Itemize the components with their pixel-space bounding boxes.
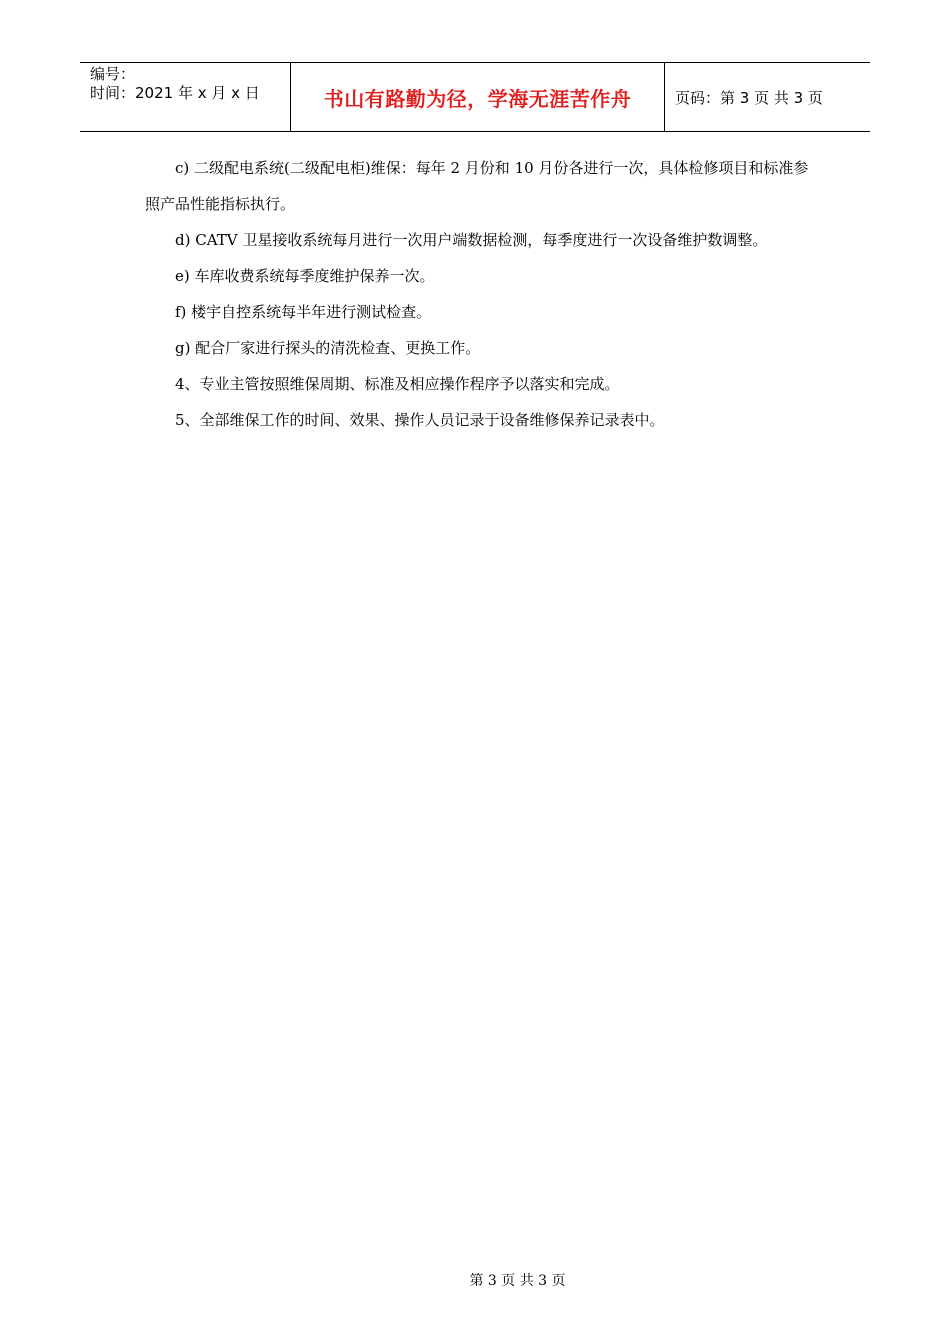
header-motto: 书山有路勤为径，学海无涯苦作舟	[291, 63, 665, 131]
header-meta-cell	[80, 63, 291, 131]
paragraph: g) 配合厂家进行探头的清洗检查、更换工作。	[175, 339, 481, 357]
document-date: 时间：2021 年 x 月 x 日	[90, 84, 260, 102]
paragraph: f) 楼宇自控系统每半年进行测试检查。	[175, 303, 432, 321]
page-footer: 第 3 页 共 3 页	[469, 1273, 566, 1289]
document-header	[80, 62, 870, 132]
paragraph: e) 车库收费系统每季度维护保养一次。	[175, 267, 435, 285]
document-body	[145, 150, 810, 438]
document-number-label: 编号：	[90, 65, 136, 83]
paragraph: c) 二级配电系统(二级配电柜)维保：每年 2 月份和 10 月份各进行一次，具体检修项目和标准参照产品性能指标执行。	[145, 159, 809, 213]
paragraph: 4、专业主管按照维保周期、标准及相应操作程序予以落实和完成。	[175, 375, 620, 393]
header-page-info: 页码：第 3 页 共 3 页	[675, 88, 823, 107]
paragraph: d) CATV 卫星接收系统每月进行一次用户端数据检测，每季度进行一次设备维护数调整。	[175, 231, 768, 249]
paragraph: 5、全部维保工作的时间、效果、操作人员记录于设备维修保养记录表中。	[175, 411, 665, 429]
